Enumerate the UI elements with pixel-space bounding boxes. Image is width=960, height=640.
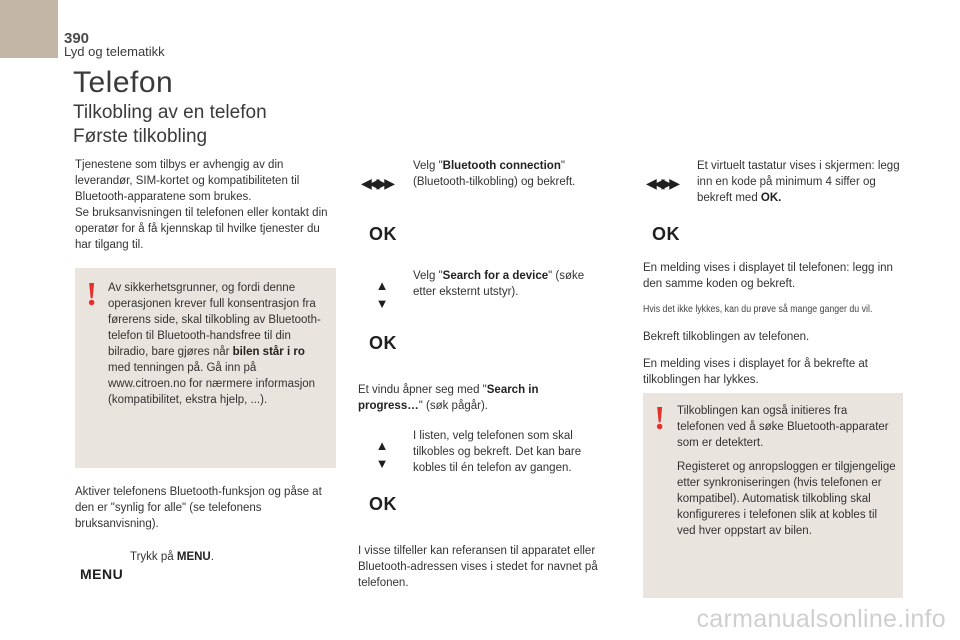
page-number: 390 xyxy=(64,30,90,47)
section-label: Lyd og telematikk xyxy=(64,44,165,59)
virtual-keyboard-text: Et virtuelt tastatur vises i skjermen: legg inn en kode på minimum 4 siffer og bekreft med OK. xyxy=(697,160,900,204)
info-box-text-1: Tilkoblingen kan også initieres fra telefonen ved å søke Bluetooth-apparater som er detektert. xyxy=(677,405,889,449)
retry-note: Hvis det ikke lykkes, kan du prøve så mange ganger du vil. xyxy=(643,304,873,315)
left-right-arrows-icon: ◀◀▶▶ xyxy=(646,175,678,191)
subtitle-first-connection: Første tilkobling xyxy=(73,126,208,147)
step-search-device: Velg "Search for a device" (søke etter eksternt utstyr). xyxy=(413,270,585,298)
success-message-text: En melding vises i displayet for å bekrefte at tilkoblingen har lykkes. xyxy=(643,358,869,386)
warning-text: Av sikkerhetsgrunner, og fordi denne operasjonen krever full konsentrasjon fra førerens side, skal tilkobling av Bluetooth-telefon til Bluetooth-handsfree til din bilradio, bare gjøres når bilen står i ro med tenningen på. Gå inn på www.citroen.no for nærmere informasjon (kompatibilitet, ekstra hjelp, ...). xyxy=(108,282,321,406)
page-title: Telefon xyxy=(73,66,174,99)
device-reference-note: I visse tilfeller kan referansen til apparatet eller Bluetooth-adressen vises i stedet for navnet på telefonen. xyxy=(358,545,598,589)
ok-button-icon: OK xyxy=(369,333,397,353)
left-right-arrows-icon: ◀◀▶▶ xyxy=(361,175,393,191)
menu-button-icon: MENU xyxy=(80,566,124,582)
phone-message-text: En melding vises i displayet til telefonen: legg inn den samme koden og bekreft. xyxy=(643,262,893,290)
warning-exclamation-icon: ! xyxy=(654,400,666,437)
corner-tab xyxy=(0,0,58,58)
ok-button-icon: OK xyxy=(369,224,397,244)
watermark: carmanualsonline.info xyxy=(696,605,946,633)
search-progress-text: Et vindu åpner seg med "Search in progress…" (søk pågår). xyxy=(358,384,539,412)
intro-paragraph: Tjenestene som tilbys er avhengig av din leverandør, SIM-kortet og kompatibiliteten til Bluetooth-apparatene som brukes. Se bruksanvisningen til telefonen eller kontakt din operatør for å få kjennskap til hvilke tjenester du har tilgang til. xyxy=(75,159,328,251)
info-box-text-2: Registeret og anropsloggen er tilgjengelige etter synkroniseringen (hvis telefonen er kompatibel). Automatisk tilkobling skal konfigureres i telefonen slik at kobles til ved hver oppstart av bilen. xyxy=(677,461,896,537)
subtitle-connect: Tilkobling av en telefon xyxy=(73,102,267,123)
select-phone-text: I listen, velg telefonen som skal tilkobles og bekreft. Det kan bare kobles til én telefon av gangen. xyxy=(413,430,582,474)
step-bluetooth-connection: Velg "Bluetooth connection" (Bluetooth-tilkobling) og bekreft. xyxy=(413,160,576,188)
press-menu-text: Trykk på MENU. xyxy=(130,551,214,563)
ok-button-icon: OK xyxy=(369,494,397,514)
ok-button-icon: OK xyxy=(652,224,680,244)
confirm-text: Bekreft tilkoblingen av telefonen. xyxy=(643,331,810,343)
activate-bluetooth-text: Aktiver telefonens Bluetooth-funksjon og påse at den er "synlig for alle" (se telefonens bruksanvisning). xyxy=(75,486,322,530)
up-down-arrows-icon: ▲ ▼ xyxy=(375,278,389,311)
up-down-arrows-icon: ▲ ▼ xyxy=(375,438,389,471)
warning-exclamation-icon: ! xyxy=(86,276,98,313)
